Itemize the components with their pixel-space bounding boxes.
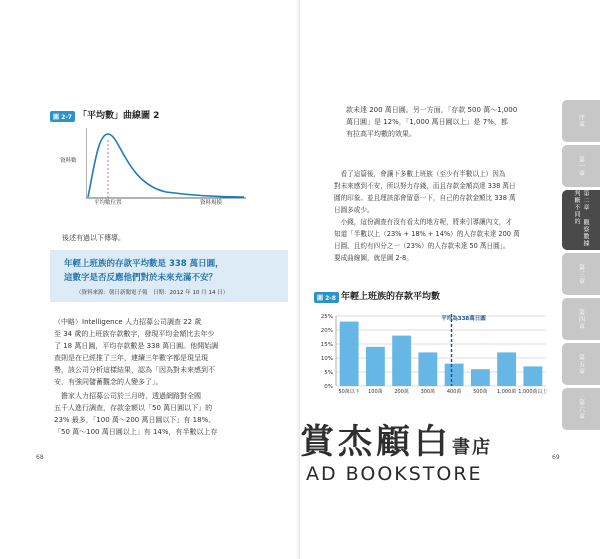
paragraph-1-line: 安，有強同儲蓄觀念的人變多了」。 <box>54 378 163 386</box>
chapter-tab[interactable]: 第四章 <box>562 298 600 340</box>
bar <box>418 352 437 386</box>
x-tick-label: 300萬 <box>420 389 436 395</box>
bar <box>523 366 542 386</box>
right-paragraph-top <box>346 104 556 140</box>
paragraph-2-line: 擔家人力招募公司於三月時，透過網路對全國 <box>54 392 201 400</box>
right-mid-line: 知道「半數以上（23% + 18% + 14%）的人存款未達 200 萬 <box>334 230 520 238</box>
x-tick-label: 1,000萬以上 <box>518 389 548 395</box>
left-page-number: 68 <box>36 454 44 461</box>
paragraph-1 <box>54 316 294 388</box>
bar <box>366 347 385 386</box>
chart-heading: 年輕上班族的存款平均數 <box>341 292 441 302</box>
y-tick-label: 25% <box>320 314 333 320</box>
chapter-tab[interactable]: 序章 <box>562 100 600 142</box>
curve-ylabel: 資料數 <box>60 158 77 164</box>
watermark-chinese-small: 書店 <box>452 437 492 458</box>
right-mid-line: 圓的印象。並且理該部會留意一下，自己的存款金額比 338 萬 <box>334 194 516 202</box>
paragraph-1-line: 勢，該公司分析這樣結果，認為「因為對未來感到不 <box>54 366 215 374</box>
bar <box>445 364 464 386</box>
chapter-tab[interactable]: 第一章 <box>562 145 600 187</box>
bar <box>471 369 490 386</box>
figure-title: 「平均數」曲線圖 2 <box>78 111 160 121</box>
right-page-number: 69 <box>552 454 560 461</box>
callout-line-1: 年輕上班族的存款平均數是 338 萬日圓， <box>64 259 224 269</box>
right-mid-line: 要成曲線圖，就是圖 2-8。 <box>334 254 413 262</box>
x-tick-label: 200萬 <box>394 389 409 395</box>
paragraph-1-line: 至 34 歲的上班族存款數字，發現平均金額比去年少 <box>54 330 215 338</box>
chapter-tab[interactable]: 第三章 <box>562 253 600 295</box>
right-top-line: 有拉高平均數的效果。 <box>346 130 416 138</box>
figure-badge: 圖 2-7 <box>50 111 75 122</box>
x-tick-label: 1,000萬 <box>496 389 517 395</box>
distribution-curve <box>88 134 244 197</box>
right-top-line: 款未達 200 萬日圓。另一方面，「存款 500 萬～1,000 <box>346 106 518 114</box>
bar <box>497 352 516 386</box>
y-tick-label: 5% <box>324 370 333 376</box>
right-mid-line: 小錢，這份調查有沒有看太的地方呢，將來引導讓內文，才 <box>334 218 513 226</box>
bar <box>340 322 359 386</box>
chart-badge: 圖 2-8 <box>314 292 339 303</box>
paragraph-2 <box>54 390 294 438</box>
paragraph-1-line: （中略）Intelligence 人力招募公司調查 22 歲 <box>54 318 202 326</box>
paragraph-1-line: 了 18 萬日圓，平均存款數是 338 萬日圓。他開始調 <box>54 342 219 350</box>
paragraph-2-line: 五千人進行調查，存款金額以「50 萬日圓以下」的 <box>54 404 213 412</box>
paragraph-2-line: 23% 最多，「100 萬～200 萬日圓以下」有 18%、 <box>54 416 216 424</box>
lead-in-text: 後述有過以下傳導。 <box>62 234 125 242</box>
x-tick-label: 100萬 <box>368 389 383 395</box>
paragraph-2-line: 「50 萬～100 萬日圓以上」有 14%，有半數以上存 <box>54 428 218 436</box>
watermark-chinese <box>300 414 492 463</box>
y-tick-label: 15% <box>320 342 333 348</box>
callout-source: （資料來源：朝日新聞電子報 日期：2012 年 10 月 14 日） <box>76 290 229 296</box>
paragraph-1-line: 查則是在已經推了三年，連續三年數字都是現呈現 <box>54 354 208 362</box>
x-tick-label: 400萬 <box>446 389 462 395</box>
x-tick-label: 50萬以下 <box>338 389 360 395</box>
y-tick-label: 10% <box>320 356 333 362</box>
mean-annotation: 平均為338萬日圓 <box>441 316 486 322</box>
callout-box <box>50 250 288 302</box>
savings-bar-chart <box>314 308 554 418</box>
curve-xlabel: 資料規模 <box>200 200 223 206</box>
chapter-tab[interactable]: 第六章 <box>562 388 600 430</box>
chapter-tab[interactable]: 第五章 <box>562 343 600 385</box>
watermark-chinese-main: 賞杰顧白 <box>300 422 452 462</box>
right-mid-line: 日圓，且約有四分之一（23%）的人存款未達 50 萬日圓」。 <box>334 242 510 250</box>
callout-line-2: 這數字是否反應他們對於未來充滿不安？ <box>64 273 218 283</box>
chapter-tab[interactable]: 第二章 觀察數據判斷不同的 <box>562 190 600 250</box>
right-top-line: 萬日圓」是 12%，「1,000 萬日圓以上」是 7%，都 <box>346 118 508 126</box>
x-tick-label: 500萬 <box>473 389 488 395</box>
curve-mean-label: 平均數位置 <box>94 200 122 206</box>
y-tick-label: 20% <box>320 328 333 334</box>
right-paragraph-mid <box>334 168 560 264</box>
watermark-english: AD BOOKSTORE <box>306 463 483 485</box>
right-mid-line: 日圓多或少。 <box>334 206 374 214</box>
right-mid-line: 看了這篇後，會讓下多數上班族（至少有半數以上）因為 <box>334 170 506 178</box>
bar <box>392 336 411 386</box>
right-mid-line: 對未來感到不安，所以努力存錢，而且存款金額高達 338 萬日 <box>334 182 516 190</box>
y-tick-label: 0% <box>324 384 333 390</box>
distribution-curve-figure <box>86 128 256 208</box>
